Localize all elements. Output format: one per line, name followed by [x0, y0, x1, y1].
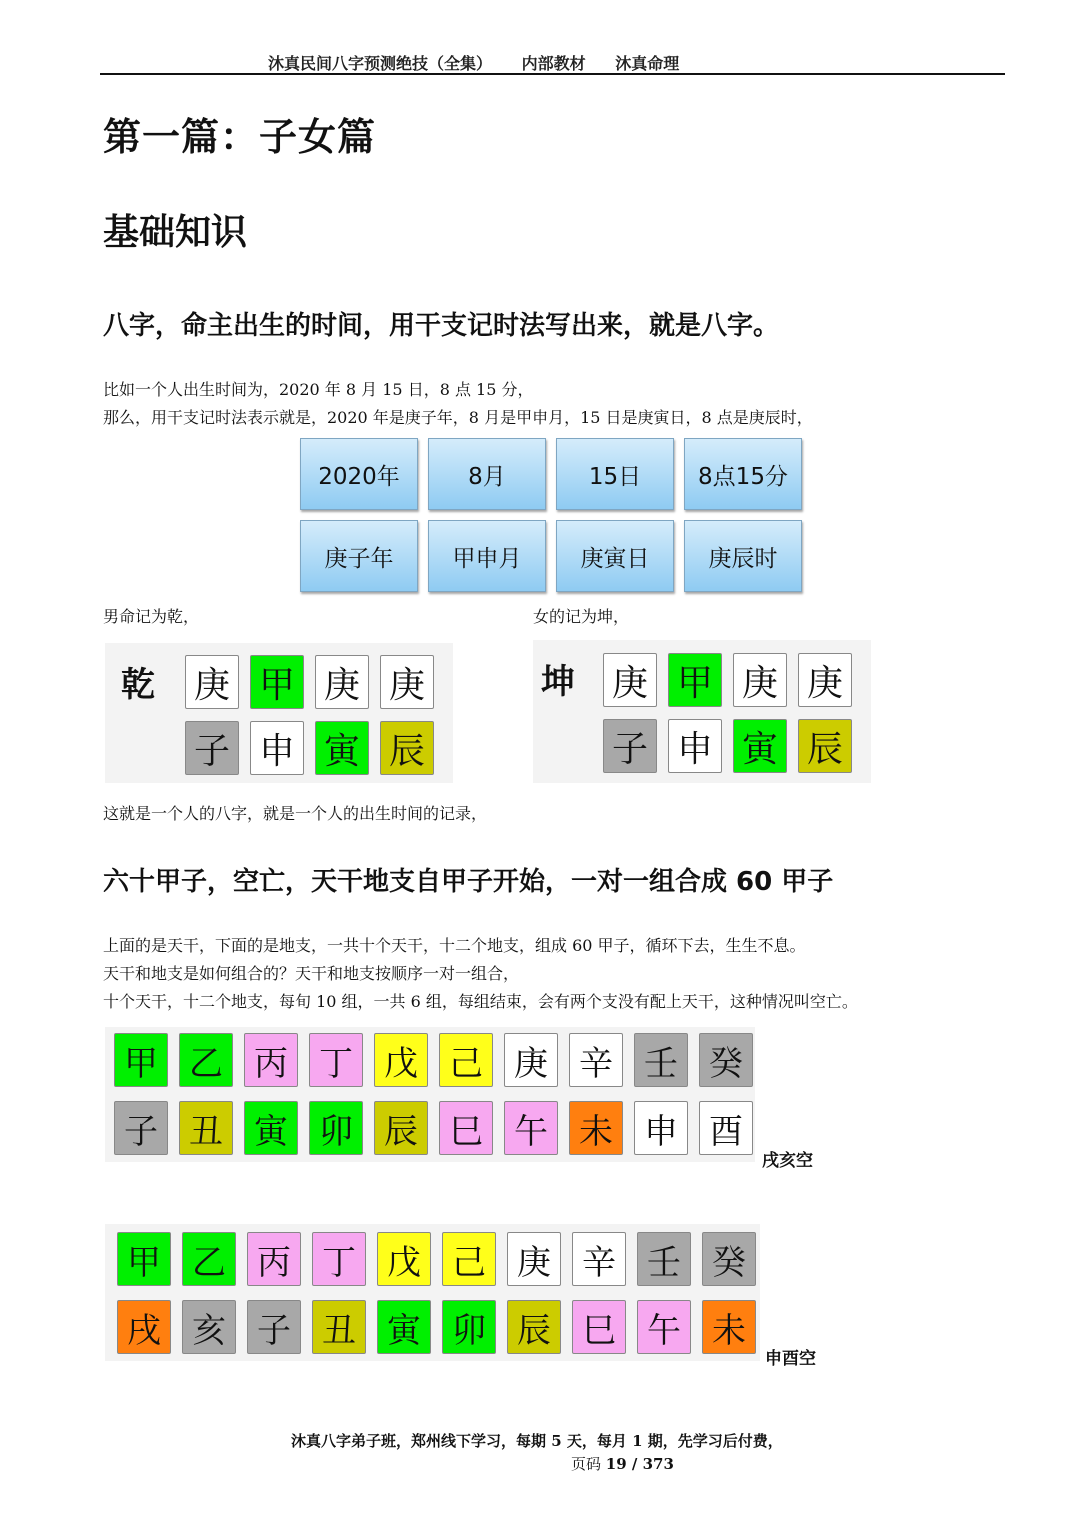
xun-table-jiazi	[105, 1027, 755, 1162]
time-tile-hour: 8点15分	[684, 438, 802, 510]
page-number: 19 / 373	[605, 1455, 674, 1473]
time-tile-day: 15日	[556, 438, 674, 510]
heading-bazi: 八字，命主出生的时间，用干支记时法写出来，就是八字。	[103, 311, 780, 341]
branch-tile: 丑	[179, 1101, 233, 1155]
branch-tile: 巳	[439, 1101, 493, 1155]
branch-tile: 申	[250, 721, 304, 775]
branch-tile: 丑	[312, 1300, 366, 1354]
stem-tile: 庚	[798, 653, 852, 707]
stem-tile: 甲	[117, 1232, 171, 1286]
ganzhi-tile-year: 庚子年	[300, 520, 418, 592]
stem-tile: 庚	[185, 655, 239, 709]
stem-tile: 甲	[250, 655, 304, 709]
stem-tile: 壬	[634, 1033, 688, 1087]
ganzhi-tile-hour: 庚辰时	[684, 520, 802, 592]
stem-tile: 乙	[179, 1033, 233, 1087]
page-label: 页码	[571, 1455, 602, 1473]
female-chart-label: 坤	[541, 662, 575, 702]
branch-tile: 午	[637, 1300, 691, 1354]
female-caption: 女的记为坤，	[533, 607, 630, 626]
branch-tile: 戌	[117, 1300, 171, 1354]
stem-tile: 癸	[699, 1033, 753, 1087]
branch-tile: 未	[569, 1101, 623, 1155]
branch-tile: 寅	[733, 719, 787, 773]
xun1-kongwang: 戌亥空	[762, 1151, 813, 1171]
header-tag-brand: 沐真命理	[615, 54, 680, 73]
branch-tile: 辰	[374, 1101, 428, 1155]
time-tile-year: 2020年	[300, 438, 418, 510]
paragraph-example-line1: 比如一个人出生时间为，2020 年 8 月 15 日，8 点 15 分，	[103, 380, 534, 399]
stem-tile: 己	[442, 1232, 496, 1286]
branch-tile: 辰	[380, 721, 434, 775]
header-tag-internal: 内部教材	[521, 54, 586, 73]
stem-tile: 乙	[182, 1232, 236, 1286]
paragraph-bazi-record: 这就是一个人的八字，就是一个人的出生时间的记录，	[103, 804, 488, 823]
branch-tile: 寅	[377, 1300, 431, 1354]
ganzhi-tile-month: 甲申月	[428, 520, 546, 592]
female-bazi-chart	[533, 640, 871, 783]
stem-tile: 戊	[374, 1033, 428, 1087]
stem-tile: 庚	[733, 653, 787, 707]
running-header	[268, 51, 703, 74]
stem-tile: 庚	[504, 1033, 558, 1087]
paragraph-example-line2: 那么，用干支记时法表示就是，2020 年是庚子年，8 月是甲申月，15 日是庚寅日，8 点是庚辰时，	[103, 408, 813, 427]
book-title: 沐真民间八字预测绝技（全集）	[268, 54, 493, 73]
branch-tile: 辰	[798, 719, 852, 773]
branch-tile: 未	[702, 1300, 756, 1354]
branch-tile: 午	[504, 1101, 558, 1155]
branch-tile: 寅	[244, 1101, 298, 1155]
branch-tile: 亥	[182, 1300, 236, 1354]
branch-tile: 卯	[309, 1101, 363, 1155]
male-bazi-grid	[185, 655, 434, 775]
stem-tile: 丁	[309, 1033, 363, 1087]
chapter-title: 第一篇：子女篇	[103, 115, 377, 159]
stem-tile: 庚	[380, 655, 434, 709]
paragraph-jiazi-line2: 天干和地支是如何组合的？天干和地支按顺序一对一组合，	[103, 964, 520, 983]
male-bazi-chart	[105, 643, 453, 783]
branch-tile: 寅	[315, 721, 369, 775]
section-title: 基础知识	[103, 212, 248, 253]
stem-tile: 丙	[247, 1232, 301, 1286]
ganzhi-tile-day: 庚寅日	[556, 520, 674, 592]
male-caption: 男命记为乾，	[103, 607, 200, 626]
xun-table-jiaxu	[105, 1224, 760, 1361]
branch-tile: 子	[185, 721, 239, 775]
footer-promo: 沐真八字弟子班，郑州线下学习，每期 5 天，每月 1 期，先学习后付费，	[291, 1432, 783, 1450]
paragraph-jiazi-line1: 上面的是天干，下面的是地支，一共十个天干，十二个地支，组成 60 甲子，循环下去，生生不息。	[103, 936, 806, 955]
stem-tile: 辛	[569, 1033, 623, 1087]
male-chart-label: 乾	[121, 665, 155, 705]
branch-tile: 子	[247, 1300, 301, 1354]
paragraph-jiazi-line3: 十个天干，十二个地支，每旬 10 组，一共 6 组，每组结束，会有两个支没有配上天干，这种情况叫空亡。	[103, 992, 858, 1011]
stem-tile: 丙	[244, 1033, 298, 1087]
xun1-grid	[114, 1033, 753, 1155]
female-bazi-grid	[603, 653, 852, 773]
stem-tile: 庚	[603, 653, 657, 707]
stem-tile: 丁	[312, 1232, 366, 1286]
branch-tile: 酉	[699, 1101, 753, 1155]
heading-sixty-jiazi: 六十甲子，空亡，天干地支自甲子开始，一对一组合成 60 甲子	[103, 867, 834, 897]
stem-tile: 己	[439, 1033, 493, 1087]
branch-tile: 申	[668, 719, 722, 773]
stem-tile: 甲	[114, 1033, 168, 1087]
branch-tile: 卯	[442, 1300, 496, 1354]
xun2-kongwang: 申酉空	[765, 1349, 816, 1369]
header-rule	[100, 73, 1005, 75]
time-conversion-table	[300, 438, 805, 594]
branch-tile: 子	[114, 1101, 168, 1155]
branch-tile: 申	[634, 1101, 688, 1155]
branch-tile: 辰	[507, 1300, 561, 1354]
stem-tile: 甲	[668, 653, 722, 707]
stem-tile: 戊	[377, 1232, 431, 1286]
stem-tile: 辛	[572, 1232, 626, 1286]
stem-tile: 庚	[315, 655, 369, 709]
stem-tile: 庚	[507, 1232, 561, 1286]
branch-tile: 子	[603, 719, 657, 773]
time-tile-month: 8月	[428, 438, 546, 510]
branch-tile: 巳	[572, 1300, 626, 1354]
stem-tile: 壬	[637, 1232, 691, 1286]
xun2-grid	[117, 1232, 756, 1354]
page-indicator	[571, 1453, 674, 1474]
stem-tile: 癸	[702, 1232, 756, 1286]
